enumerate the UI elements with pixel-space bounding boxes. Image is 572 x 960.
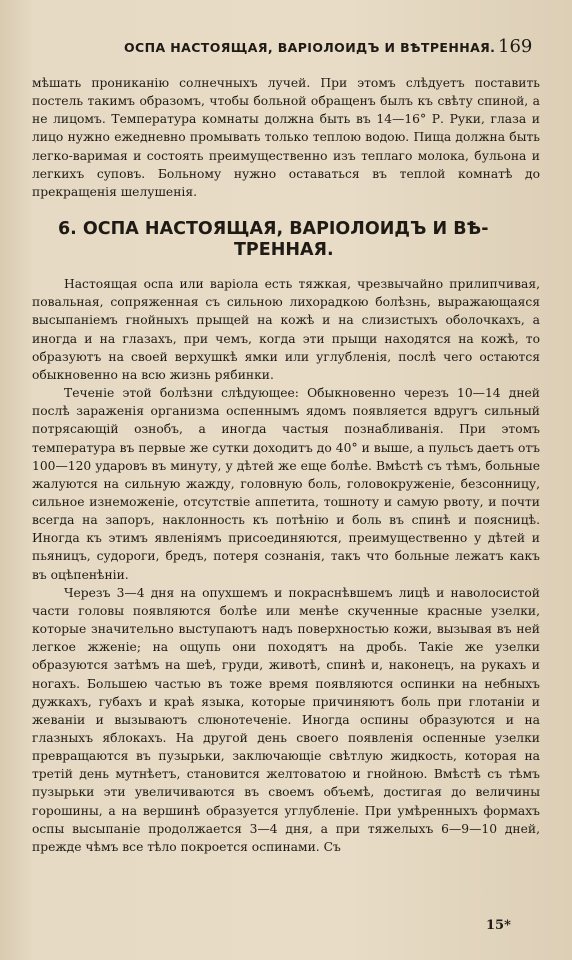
section-heading-line-1: 6. ОСПА НАСТОЯЩАЯ, ВАРІОЛОИДЪ И ВѢ- — [58, 219, 489, 240]
page-body — [32, 74, 540, 856]
section-heading-line-2: ТРЕННАЯ. — [234, 240, 334, 261]
paragraph-course: Теченіе этой болѣзни слѣдующее: Обыкновенно черезъ 10—14 дней послѣ зараженія организма оспеннымъ ядомъ появляется вдругъ сильный потрясающій ознобъ, а иногда частыя познабливанія. При этомъ температура въ первые же сутки доходитъ до 40° и выше, а пульсъ даетъ отъ 100—120 ударовъ въ минуту, у дѣтей же еще болѣе. Вмѣстѣ съ тѣмъ, больные жалуются на сильную жажду, головную боль, головокруженіе, безсонницу, сильное изнеможеніе, отсутствіе аппетита, тошноту и самую рвоту, и почти всегда на запоръ, наклонность къ потѣнію и боль въ спинѣ и поясницѣ. Иногда къ этимъ явленіямъ присоединяются, преимущественно у дѣтей и пьяницъ, судороги, бредъ, потеря сознанія, такъ что больные лежатъ какъ въ оцѣпенѣніи. — [32, 386, 540, 582]
running-head-title: ОСПА НАСТОЯЩАЯ, ВАРІОЛОИДЪ И ВѢТРЕННАЯ. — [124, 40, 496, 55]
signature-mark: 15* — [486, 918, 511, 933]
section-heading — [32, 219, 540, 261]
paragraph-eruption: Черезъ 3—4 дня на опухшемъ и покраснѣвшемъ лицѣ и наволосистой части головы появляются болѣе или менѣе скученные красные узелки, которые значительно выступаютъ надъ поверхностью кожи, вызывая въ ней легкое жженіе; на ощупь они походятъ на дробь. Такіе же узелки образуются затѣмъ на шеѣ, груди, животѣ, спинѣ и, наконецъ, на рукахъ и ногахъ. Большею частью въ тоже время появляются оспинки на небныхъ дужкахъ, губахъ и краѣ языка, которые причиняютъ боль при глотаніи и жеваніи и вызываютъ слюнотеченіе. Иногда оспины образуются и на глазныхъ яблокахъ. На другой день своего появленія оспенные узелки превращаются въ пузырьки, заключающіе свѣтлую жидкость, которая на третій день мутнѣетъ, становится желтоватою и гнойною. Вмѣстѣ съ тѣмъ пузырьки эти увеличиваются въ своемъ объемѣ, достигая до величины горошины, а на вершинѣ образуется углубленіе. При умѣренныхъ формахъ оспы высыпаніе продолжается 3—4 дня, а при тяжелыхъ 6—9—10 дней, прежде чѣмъ все тѣло покроется оспинами. Съ — [32, 585, 540, 854]
paragraph-definition: Настоящая оспа или варіола есть тяжкая, чрезвычайно прилипчивая, повальная, сопряженная съ сильною лихорадкою болѣзнь, выражающаяся высыпаніемъ гнойныхъ прыщей на кожѣ и на слизистыхъ оболочкахъ, а иногда и на глазахъ, при чемъ, когда эти прыщи находятся на кожѣ, то образуютъ на своей верхушкѣ ямки или углубленія, послѣ чего остаются обыкновенно на всю жизнь рябинки. — [32, 277, 540, 382]
continued-paragraph: мѣшать проникaнію солнечныхъ лучей. При этомъ слѣдуетъ поставить постель такимъ образомъ, чтобы больной обращенъ былъ къ свѣту спиной, а не лицомъ. Температура комнаты должна быть въ 14—16° Р. Руки, глаза и лицо нужно ежедневно промывать только теплою водою. Пища должна быть легко-варимая и состоять преимущественно изъ теплаго молока, бульона и легкихъ суповъ. Больному нужно оставаться въ теплой комнатѣ до прекращенія шелушенія. — [32, 76, 540, 199]
page-number: 169 — [498, 36, 533, 57]
running-head — [0, 38, 572, 60]
